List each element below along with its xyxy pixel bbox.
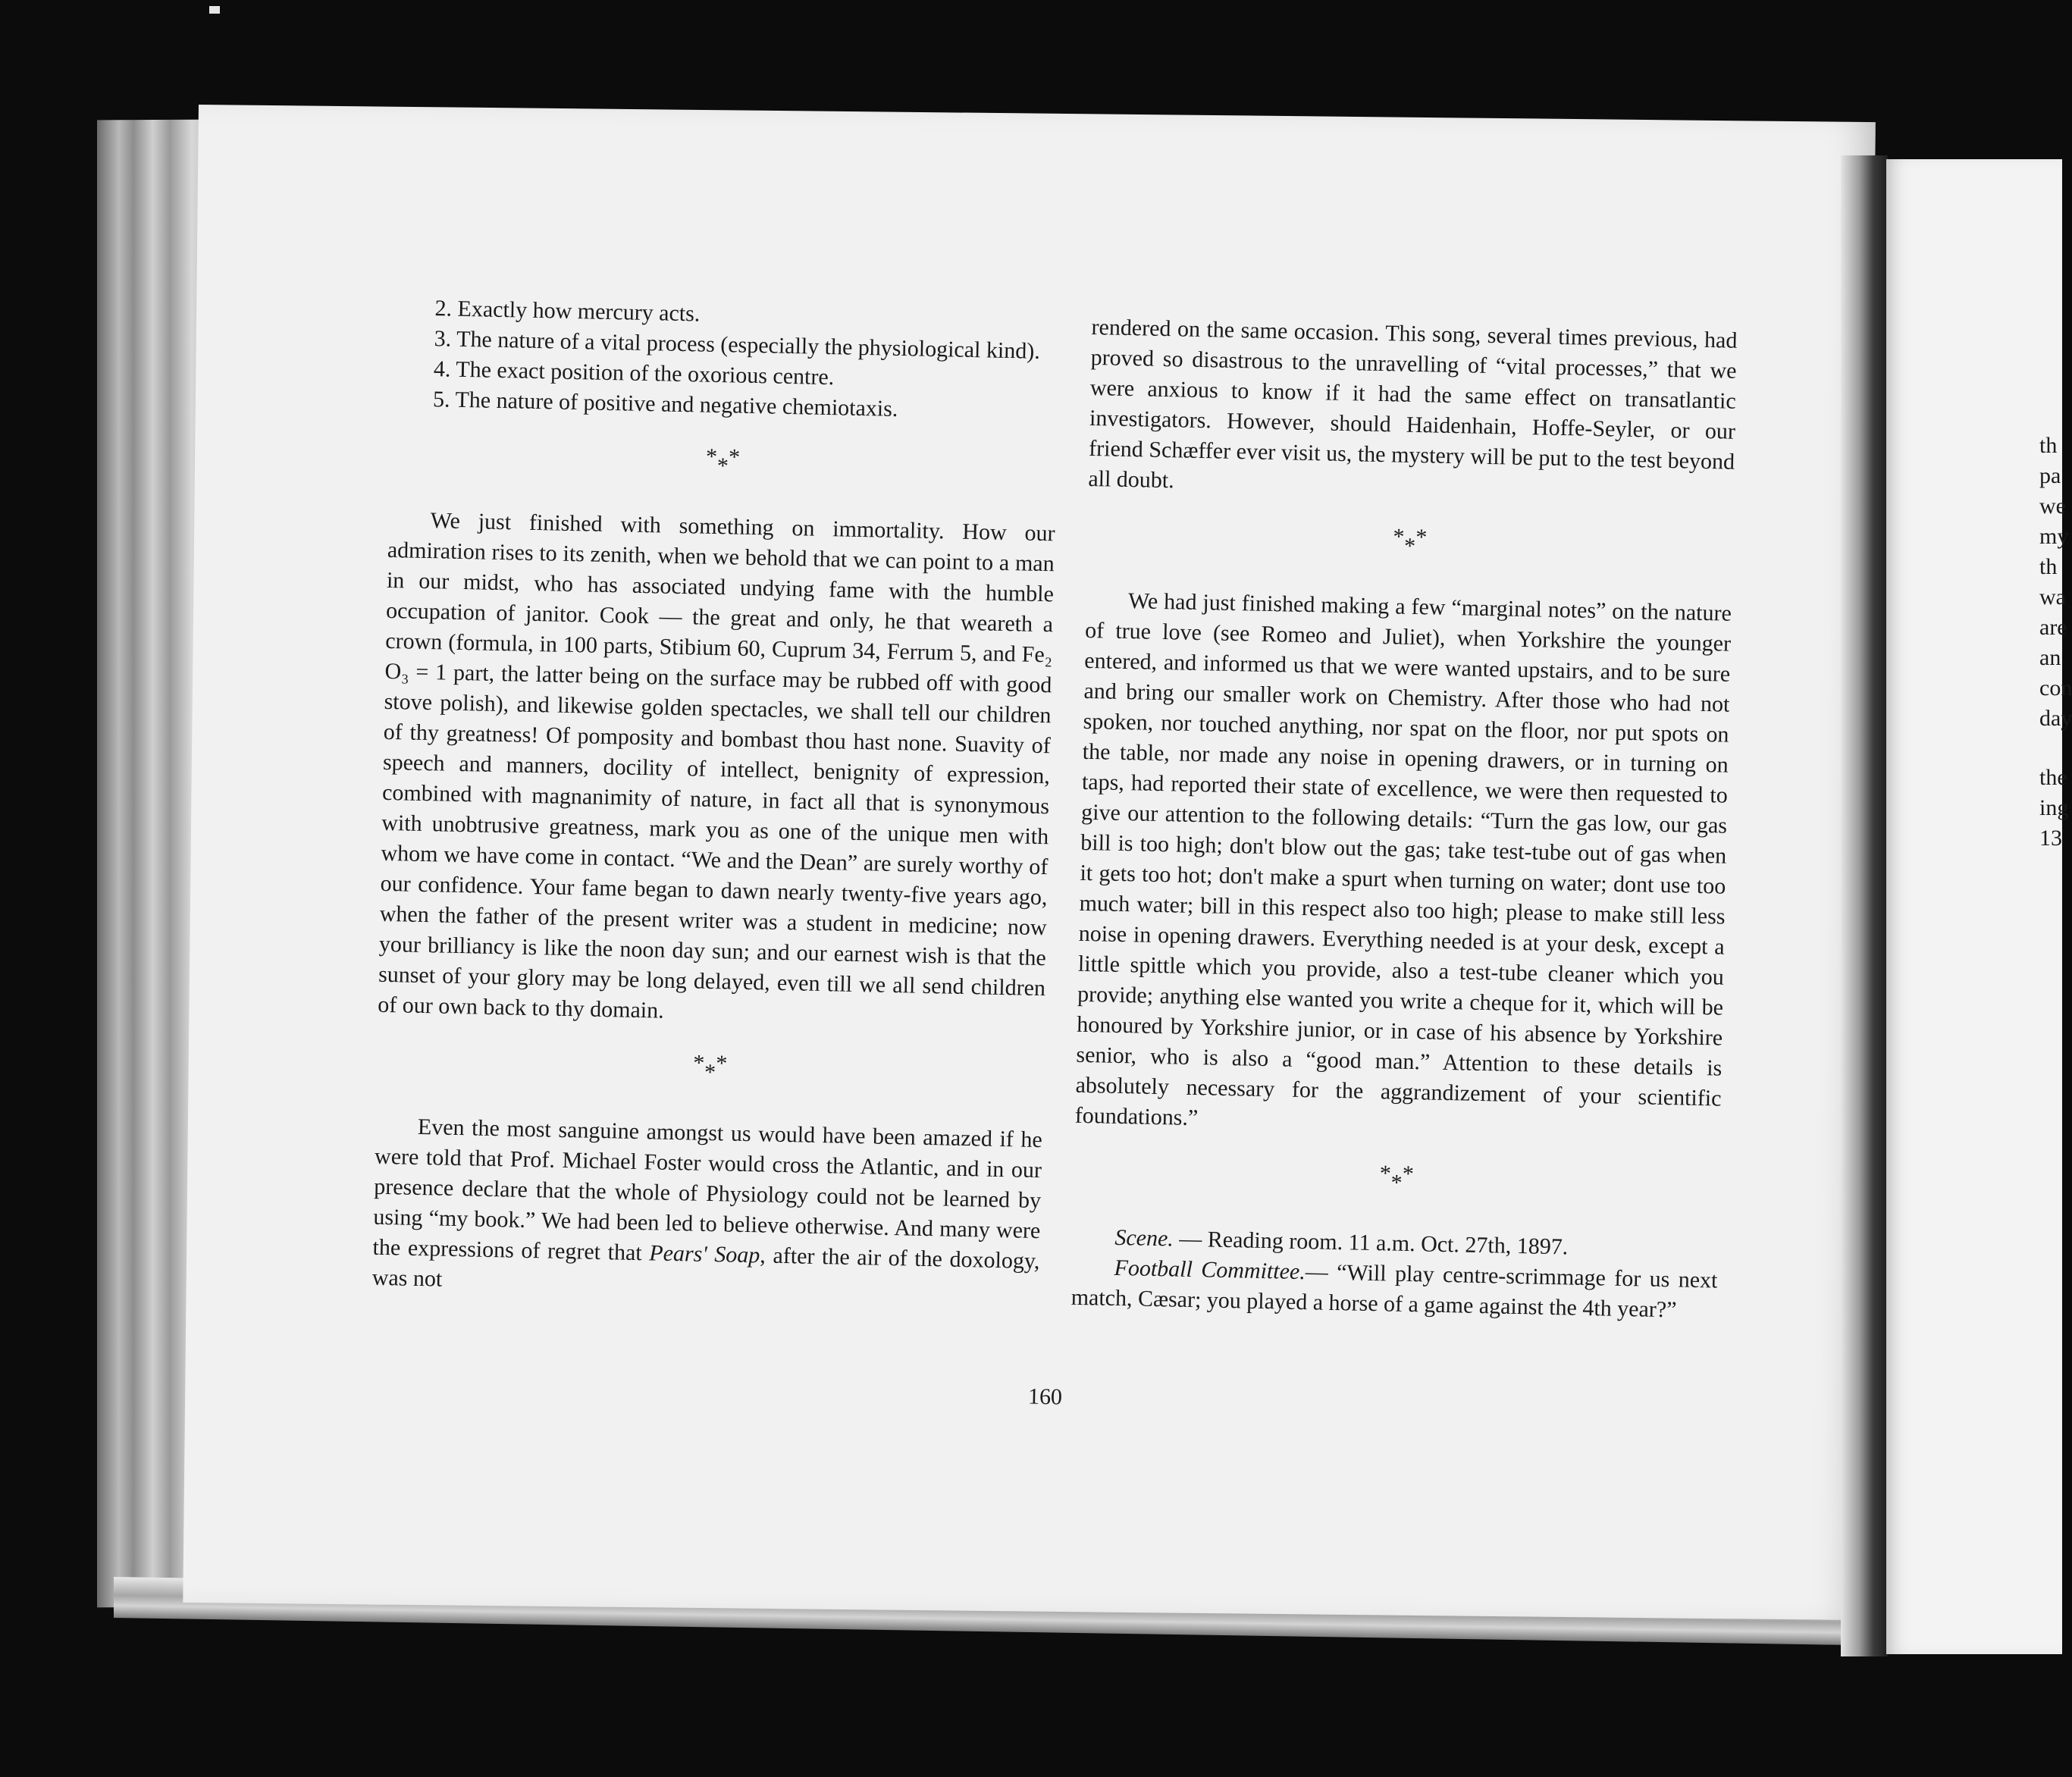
facing-line: we: [2039, 494, 2066, 519]
facing-line: ing: [2039, 795, 2069, 820]
left-column: [371, 293, 1059, 1307]
page-number: 160: [1027, 1384, 1063, 1410]
paragraph-continuation: rendered on the same occasion. This song, several times previous, had proved so disastrous to the unravelling of “vital processes,” that we were anxious to know if it had the same effect on transatlantic investigators. However, should Haidenhain, Hoffe-Seyler, or our friend Schæffer ever visit us, the mystery will be put to the test beyond all doubt.: [1088, 314, 1738, 494]
facing-line: my: [2039, 524, 2069, 549]
facing-line: the: [2039, 765, 2067, 790]
book-gutter: [1841, 155, 1888, 1656]
scan-speck: [209, 6, 220, 14]
paragraph-marginal-notes: We had just finished making a few “marginal notes” on the nature of true love (see Romeo and Juliet), when Yorkshire the younger entered, and informed us that we were wanted upstairs, and to be sure and bring our smaller work on Chemistry. After those who had not spoken, nor touched anything, nor spat on the floor, nor put spots on the table, nor made any noise in opening drawers, or in turning on taps, had reported their state of excellence, we were then requested to give our attention to the following details: “Turn the gas low, our gas bill is too high; don't blow out the gas; take test-tube out of gas when it gets too hot; don't make a spurt when turning on water; dont use too much water; bill in this respect also too high; please to make still less noise in opening drawers. Everything needed is at your desk, except a little spittle which you provide, also a test-tube cleaner which you provide; anything else wanted you write a cheque for it, which will be honoured by Yorkshire junior, or in case of his absence by Yorkshire senior, who is also a “good man.” Attention to these details is absolutely necessary for the aggrandizement of your scientific foundations.”: [1074, 588, 1732, 1131]
section-divider: ***: [692, 1050, 728, 1086]
right-page: [1886, 159, 2072, 1654]
paragraph-foster: [371, 1111, 1042, 1307]
section-divider: ***: [705, 443, 741, 479]
committee-text: — “Will play centre-scrimmage for us next match, Cæsar; you played a horse of a game against the 4th year?”: [1070, 1259, 1718, 1323]
section-divider: ***: [1379, 1161, 1415, 1196]
facing-line: are: [2039, 615, 2067, 640]
paragraph-immortality: We just finished with something on immortality. How our admiration rises to its zenith, when we behold that we can point to a man in our midst, who has associated undying fame with the humble occupation of janitor. Cook — the great and only, he that weareth a crown (formula, in 100 parts, Stibium 60, Cuprum 34, Ferrum 5, and Fe₂ O₃ = 1 part, the latter being on the surface may be rubbed off with good stove polish), and likewise golden spectacles, we shall tell our children of thy greatness! Of pomposity and bombast thou hast none. Suavity of speech and manners, docility of intellect, benignity of expression, combined with magnanimity of nature, in fact all that is synonymous with unobtrusive greatness, mark you as one of the unique men with whom we have come in contact. “We and the Dean” are surely worthy of our confidence. Your fame began to dawn nearly twenty-five years ago, when the father of the present writer was a student in medicine; now your brilliancy is like the noon day sun; and our earnest wish is that the sunset of your glory may be long delayed, even till we all send children of our own back to thy domain.: [377, 508, 1055, 1023]
pears-soap-italic: Pears' Soap: [648, 1240, 760, 1268]
right-column: [1070, 312, 1737, 1327]
scene-text: — Reading room. 11 a.m. Oct. 27th, 1897.: [1173, 1226, 1569, 1260]
section-divider: ***: [1393, 524, 1428, 559]
facing-line: day: [2039, 706, 2072, 731]
facing-page-text: [2039, 431, 2072, 854]
paragraph-foster-tail: , after the air of the doxology, was not: [371, 1243, 1040, 1292]
list-item: 4. The exact position of the oxorious centre.: [433, 356, 835, 390]
facing-line: 13: [2039, 826, 2062, 851]
facing-line: th: [2039, 433, 2058, 458]
facing-line: wa: [2039, 584, 2066, 610]
facing-line: an: [2039, 645, 2061, 670]
list-item: 2. Exactly how mercury acts.: [434, 296, 701, 327]
scene-label: Scene.: [1114, 1224, 1174, 1252]
facing-line: con: [2039, 675, 2072, 700]
facing-line: th: [2039, 554, 2058, 579]
list-item: 5. The nature of positive and negative chemiotaxis.: [432, 387, 898, 422]
facing-line-gap: [2039, 734, 2062, 763]
committee-label: Football Committee.: [1114, 1255, 1306, 1285]
facing-line: pa: [2039, 463, 2061, 488]
paragraph-foster-text: Even the most sanguine amongst us would have been amazed if he were told that Prof. Michael Foster would cross the Atlantic, and in our presence declare that the whole of Physiology could not be learned by using “my book.” We had been led to believe otherwise. And many were the expressions of regret that: [372, 1114, 1043, 1266]
list-item: 3. The nature of a vital process (especially the physiological kind).: [434, 326, 1041, 364]
